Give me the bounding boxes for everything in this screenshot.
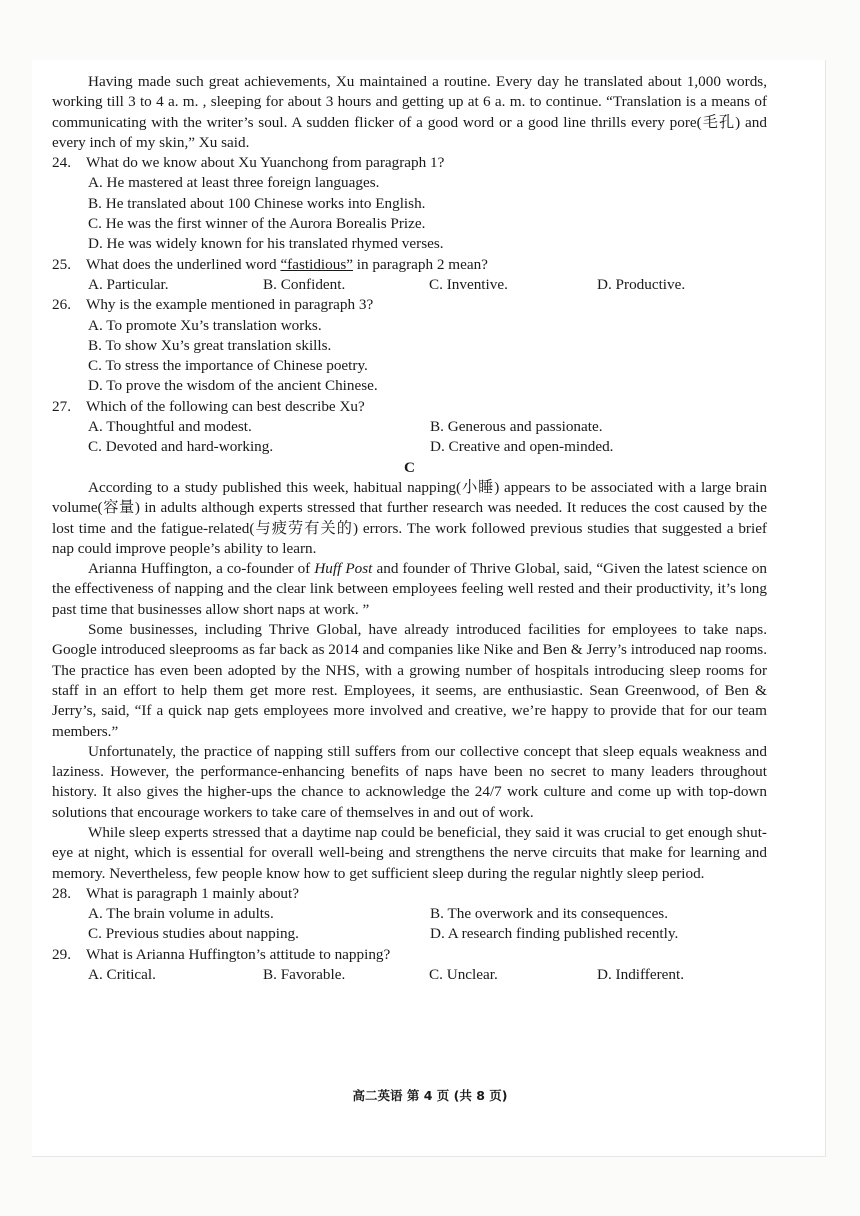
question-number: 25. <box>52 255 71 273</box>
page-footer: 高二英语 第 4 页 (共 8 页) <box>352 1088 508 1103</box>
question-28 <box>52 884 767 945</box>
option-d: D. To prove the wisdom of the ancient Chinese. <box>88 377 378 395</box>
question-27 <box>52 397 767 458</box>
passage-c-paragraph-5: While sleep experts stressed that a daytime nap could be beneficial, they said it was crucial to get enough shut-eye at night, which is essential for overall well-being and strengthens the nerve circuits that make for learning and memory. Nevertheless, few people know how to get sufficient sleep during the regular nightly sleep period. <box>52 823 767 882</box>
option-b: B. Confident. <box>263 275 346 293</box>
question-stem: What does the underlined word “fastidious” in paragraph 2 mean? <box>86 255 488 273</box>
option-d: D. Creative and open-minded. <box>430 438 614 456</box>
option-a: A. Thoughtful and modest. <box>88 418 252 436</box>
option-c: C. He was the first winner of the Aurora Borealis Prize. <box>88 215 426 233</box>
option-a: A. Particular. <box>88 275 169 293</box>
option-b: B. The overwork and its consequences. <box>430 905 669 923</box>
option-c: C. Devoted and hard-working. <box>88 438 274 456</box>
question-25 <box>52 255 767 296</box>
question-number: 26. <box>52 296 71 314</box>
option-d: D. A research finding published recently. <box>430 925 679 943</box>
option-a: A. Critical. <box>88 966 156 984</box>
question-number: 28. <box>52 884 71 902</box>
question-number: 29. <box>52 945 71 963</box>
option-c: C. Unclear. <box>429 966 498 984</box>
option-a: A. The brain volume in adults. <box>88 905 274 923</box>
passage-b-last-paragraph: Having made such great achievements, Xu maintained a routine. Every day he translated about 1,000 words, working till 3 to 4 a. m. , sleeping for about 3 hours and getting up at 6 a. m. to continue. “Translation is a means of communicating with the writer’s soul. A sudden flicker of a good word or a good line thrills every pore(毛孔) and every inch of my skin,” Xu said. <box>52 73 767 151</box>
option-d: D. Indifferent. <box>597 966 685 984</box>
question-stem: Why is the example mentioned in paragraph 3? <box>86 296 374 314</box>
option-b: B. He translated about 100 Chinese works into English. <box>88 194 426 212</box>
option-a: A. To promote Xu’s translation works. <box>88 316 322 334</box>
option-c: C. Previous studies about napping. <box>88 925 299 943</box>
question-26 <box>52 295 767 396</box>
underlined-word: “fastidious” <box>280 255 353 273</box>
option-d: D. Productive. <box>597 275 686 293</box>
question-stem: Which of the following can best describe Xu? <box>86 397 365 415</box>
passage-c-paragraph-2: Arianna Huffington, a co-founder of Huff Post and founder of Thrive Global, said, “Given the latest science on the effectiveness of napping and the clear link between employees feeling well rested and their productivity, it’s long past time that businesses allow short naps at work. ” <box>52 560 767 618</box>
question-number: 24. <box>52 154 71 172</box>
option-c: C. Inventive. <box>429 275 508 293</box>
question-stem: What is paragraph 1 mainly about? <box>86 884 299 902</box>
option-b: B. To show Xu’s great translation skills. <box>88 336 332 354</box>
passage-c-paragraph-4: Unfortunately, the practice of napping still suffers from our collective concept that sleep equals weakness and laziness. However, the performance-enhancing benefits of naps have been no secret to many leaders throughout history. It also gives the higher-ups the chance to acknowledge the 24/7 work culture and come up with top-down solutions that encourage workers to take care of themselves in and out of work. <box>52 742 767 821</box>
passage-c-paragraph-3: Some businesses, including Thrive Global, have already introduced facilities for employees to take naps. Google introduced sleeprooms as far back as 2014 and companies like Nike and Ben & Jerry’s introduced nap rooms. The practice has even been adopted by the NHS, with a growing number of hospitals introducing sleep rooms for staff in an effort to help them get more rest. Employees, it seems, are enthusiastic. Sean Greenwood, of Ben & Jerry’s, said, “If a quick nap gets employees more involved and creative, we’re happy to provide that for our team members.” <box>52 621 767 740</box>
question-stem: What is Arianna Huffington’s attitude to napping? <box>86 945 391 963</box>
publication-name: Huff Post <box>314 560 373 578</box>
section-heading-c: C <box>404 458 415 476</box>
question-24 <box>52 153 767 254</box>
passage-c-paragraph-1: According to a study published this week, habitual napping(小睡) appears to be associated with a large brain volume(容量) in adults although experts stressed that further research was needed. It reduces the cost caused by the lost time and the fatigue-related(与疲劳有关的) errors. The work followed previous studies that suggested a brief nap could improve people’s ability to learn. <box>52 478 767 557</box>
option-c: C. To stress the importance of Chinese poetry. <box>88 357 368 375</box>
question-29 <box>52 945 767 986</box>
question-stem: What do we know about Xu Yuanchong from paragraph 1? <box>86 154 445 172</box>
option-b: B. Favorable. <box>263 966 346 984</box>
question-number: 27. <box>52 397 71 415</box>
option-b: B. Generous and passionate. <box>430 418 603 436</box>
option-a: A. He mastered at least three foreign languages. <box>88 174 380 192</box>
page-content <box>52 72 767 985</box>
option-d: D. He was widely known for his translated rhymed verses. <box>88 235 444 253</box>
